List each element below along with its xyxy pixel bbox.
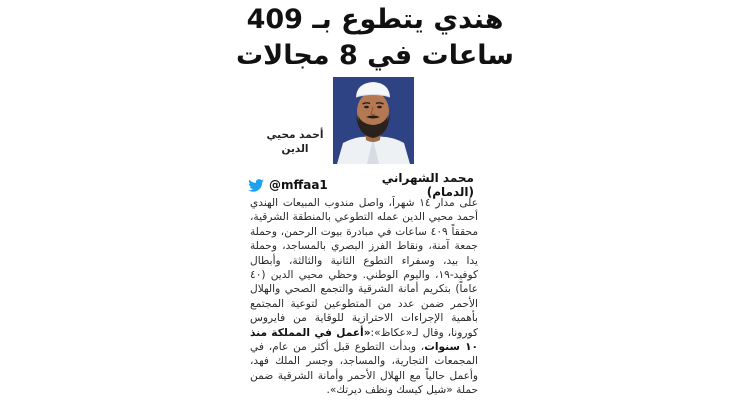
article-quote-highlight: «أعمل في المملكة منذ ١٠ سنوات xyxy=(250,326,478,354)
photo-caption xyxy=(262,128,328,156)
article-text-1: على مدار ١٤ شهراً، واصل مندوب المبيعات الهندي أحمد محيي الدين عمله التطوعي بالمنطقة الشرقية، محققاً ٤٠٩ ساعات في مبادرة بيوت الرحمن، وحملة جمعة آمنة، ونقاط الفرز البصري بالمساجد، وحملة يدا بيد، وسفراء التطوع الثانية والثالثة، وأبطال كوفيد-١٩، واليوم الوطني. وحظي محيي الدين (٤٠ عاماً) بتكريم أمانة الشرقية والتجمع الصحي والهلال الأحمر ضمن عدد من المتطوعين لتوعية المجتمع بأهمية الإجراءات الاحترازية للوقاية من فايروس كورونا، وقال لـ«عكاظ»: xyxy=(250,197,478,339)
byline-author: محمد الشهراني (الدمام) xyxy=(381,171,474,199)
article-text-2: ، وبدأت التطوع قبل أكثر من عام، في المجمعات التجارية، والمساجد، وجسر الملك فهد، وأعمل حالياً مع الهلال الأحمر وأمانة الشرقية ضمن حملة «شيل كيسك ونظف ديرتك». xyxy=(250,341,478,397)
byline xyxy=(248,171,474,199)
article-paragraph xyxy=(250,196,478,398)
headline xyxy=(200,2,550,74)
article-body xyxy=(250,196,478,420)
headline-line-2: ساعات في 8 مجالات xyxy=(236,40,514,71)
byline-handle: @mffaa1 xyxy=(269,178,328,192)
headline-line-1: هندي يتطوع بـ 409 xyxy=(246,4,504,35)
twitter-icon xyxy=(248,179,264,192)
photo-caption-line-1: أحمد محيي xyxy=(266,129,324,141)
photo-caption-line-2: الدين xyxy=(281,143,309,155)
portrait-photo xyxy=(333,77,414,164)
